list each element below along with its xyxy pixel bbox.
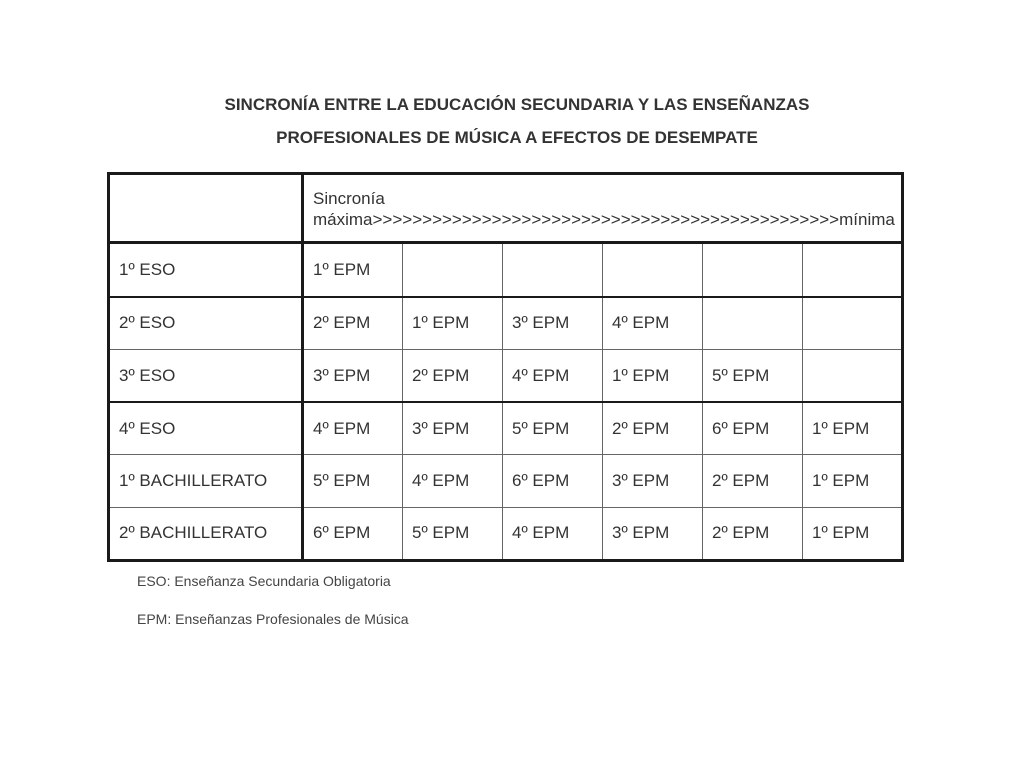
epm-course-cell: 3º EPM: [303, 349, 403, 402]
epm-course-cell: [403, 243, 503, 297]
epm-course-cell: 3º EPM: [503, 297, 603, 350]
epm-course-cell: [703, 297, 803, 350]
epm-course-cell: 4º EPM: [403, 455, 503, 507]
table-row: [109, 243, 903, 297]
epm-course-cell: [803, 349, 903, 402]
epm-course-cell: 1º EPM: [303, 243, 403, 297]
epm-course-cell: 5º EPM: [503, 402, 603, 455]
epm-course-cell: 1º EPM: [803, 455, 903, 507]
epm-course-cell: [803, 243, 903, 297]
epm-course-cell: 1º EPM: [803, 507, 903, 560]
synchrony-range: máxima>>>>>>>>>>>>>>>>>>>>>>>>>>>>>>>>>>>>>>>>>>>>>>>mínima: [313, 210, 895, 230]
epm-course-cell: 4º EPM: [503, 507, 603, 560]
epm-course-cell: [803, 297, 903, 350]
education-level-cell: 3º ESO: [109, 349, 303, 402]
table-header-row: [109, 174, 903, 243]
epm-course-cell: 6º EPM: [503, 455, 603, 507]
education-level-cell: 1º ESO: [109, 243, 303, 297]
epm-course-cell: [603, 243, 703, 297]
epm-course-cell: [703, 243, 803, 297]
epm-course-cell: 1º EPM: [603, 349, 703, 402]
epm-course-cell: 6º EPM: [303, 507, 403, 560]
epm-course-cell: 1º EPM: [403, 297, 503, 350]
header-corner-cell: [109, 174, 303, 243]
document-title: [0, 88, 1024, 154]
synchrony-table: [107, 172, 904, 562]
epm-course-cell: 4º EPM: [303, 402, 403, 455]
synchrony-label: Sincronía: [313, 189, 385, 209]
epm-course-cell: 2º EPM: [403, 349, 503, 402]
epm-course-cell: 1º EPM: [803, 402, 903, 455]
epm-course-cell: 5º EPM: [303, 455, 403, 507]
epm-course-cell: 2º EPM: [603, 402, 703, 455]
title-line-1: SINCRONÍA ENTRE LA EDUCACIÓN SECUNDARIA Y LAS ENSEÑANZAS: [224, 95, 810, 114]
table-row: [109, 297, 903, 350]
legend-eso: ESO: Enseñanza Secundaria Obligatoria: [137, 573, 391, 589]
table-row: [109, 455, 903, 507]
table-row: [109, 402, 903, 455]
table-row: [109, 349, 903, 402]
epm-course-cell: 4º EPM: [503, 349, 603, 402]
epm-course-cell: 2º EPM: [703, 507, 803, 560]
education-level-cell: 2º ESO: [109, 297, 303, 350]
education-level-cell: 4º ESO: [109, 402, 303, 455]
epm-course-cell: 6º EPM: [703, 402, 803, 455]
epm-course-cell: 3º EPM: [603, 455, 703, 507]
legend-epm: EPM: Enseñanzas Profesionales de Música: [137, 611, 409, 627]
epm-course-cell: 2º EPM: [703, 455, 803, 507]
epm-course-cell: 4º EPM: [603, 297, 703, 350]
epm-course-cell: [503, 243, 603, 297]
epm-course-cell: 3º EPM: [403, 402, 503, 455]
title-line-2: PROFESIONALES DE MÚSICA A EFECTOS DE DESEMPATE: [276, 128, 758, 147]
education-level-cell: 2º BACHILLERATO: [109, 507, 303, 560]
education-level-cell: 1º BACHILLERATO: [109, 455, 303, 507]
epm-course-cell: 5º EPM: [403, 507, 503, 560]
epm-course-cell: 2º EPM: [303, 297, 403, 350]
epm-course-cell: 5º EPM: [703, 349, 803, 402]
synchrony-scale-header: [303, 174, 903, 243]
epm-course-cell: 3º EPM: [603, 507, 703, 560]
table-row: [109, 507, 903, 560]
synchrony-table-body: [109, 174, 903, 561]
